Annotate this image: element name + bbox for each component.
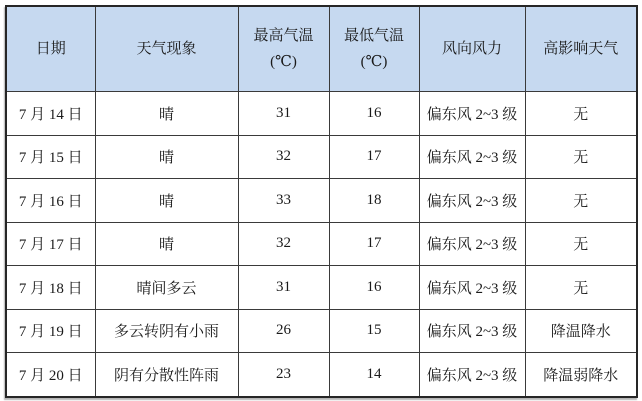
column-header-date xyxy=(6,6,95,92)
table-row xyxy=(6,222,637,266)
cell-min-temp: 15 xyxy=(329,309,419,353)
table-header xyxy=(6,6,637,92)
column-header-weather xyxy=(95,6,238,92)
cell-date: 7 月 20 日 xyxy=(6,353,95,397)
cell-date: 7 月 19 日 xyxy=(6,309,95,353)
cell-max-temp: 31 xyxy=(238,92,329,136)
cell-wind: 偏东风 2~3 级 xyxy=(419,179,525,223)
table-row xyxy=(6,135,637,179)
cell-impact: 降温降水 xyxy=(525,309,637,353)
cell-date: 7 月 14 日 xyxy=(6,92,95,136)
cell-impact: 降温弱降水 xyxy=(525,353,637,397)
table-row xyxy=(6,179,637,223)
cell-weather: 晴间多云 xyxy=(95,266,238,310)
cell-weather: 晴 xyxy=(95,222,238,266)
cell-weather: 多云转阴有小雨 xyxy=(95,309,238,353)
cell-min-temp: 17 xyxy=(329,222,419,266)
cell-weather: 阴有分散性阵雨 xyxy=(95,353,238,397)
cell-min-temp: 18 xyxy=(329,179,419,223)
column-header-wind xyxy=(419,6,525,92)
column-header-text: 日期 xyxy=(35,41,66,57)
header-row xyxy=(6,6,637,92)
column-header-text: 最高气温 xyxy=(253,28,314,44)
cell-weather: 晴 xyxy=(95,135,238,179)
cell-wind: 偏东风 2~3 级 xyxy=(419,92,525,136)
cell-date: 7 月 18 日 xyxy=(6,266,95,310)
weather-forecast-table xyxy=(5,5,638,398)
column-header-text: 最低气温 xyxy=(343,28,404,44)
cell-impact: 无 xyxy=(525,222,637,266)
column-header-min-temp xyxy=(329,6,419,92)
cell-wind: 偏东风 2~3 级 xyxy=(419,353,525,397)
column-header-impact xyxy=(525,6,637,92)
cell-wind: 偏东风 2~3 级 xyxy=(419,266,525,310)
cell-date: 7 月 15 日 xyxy=(6,135,95,179)
cell-weather: 晴 xyxy=(95,179,238,223)
table-row xyxy=(6,309,637,353)
cell-max-temp: 23 xyxy=(238,353,329,397)
column-header-text: 风向风力 xyxy=(441,41,502,57)
cell-date: 7 月 16 日 xyxy=(6,179,95,223)
table-row xyxy=(6,92,637,136)
cell-max-temp: 32 xyxy=(238,135,329,179)
cell-wind: 偏东风 2~3 级 xyxy=(419,135,525,179)
cell-min-temp: 16 xyxy=(329,92,419,136)
cell-date: 7 月 17 日 xyxy=(6,222,95,266)
cell-min-temp: 17 xyxy=(329,135,419,179)
cell-max-temp: 33 xyxy=(238,179,329,223)
table-body xyxy=(6,92,637,397)
cell-min-temp: 14 xyxy=(329,353,419,397)
cell-impact: 无 xyxy=(525,135,637,179)
column-header-text: (℃) xyxy=(360,54,388,70)
table-row xyxy=(6,353,637,397)
cell-wind: 偏东风 2~3 级 xyxy=(419,309,525,353)
cell-impact: 无 xyxy=(525,266,637,310)
cell-impact: 无 xyxy=(525,179,637,223)
cell-max-temp: 31 xyxy=(238,266,329,310)
cell-max-temp: 26 xyxy=(238,309,329,353)
column-header-text: 高影响天气 xyxy=(543,41,619,57)
cell-max-temp: 32 xyxy=(238,222,329,266)
table-row xyxy=(6,266,637,310)
cell-min-temp: 16 xyxy=(329,266,419,310)
cell-weather: 晴 xyxy=(95,92,238,136)
column-header-max-temp xyxy=(238,6,329,92)
column-header-text: 天气现象 xyxy=(136,41,197,57)
column-header-text: (℃) xyxy=(270,54,297,70)
cell-wind: 偏东风 2~3 级 xyxy=(419,222,525,266)
cell-impact: 无 xyxy=(525,92,637,136)
